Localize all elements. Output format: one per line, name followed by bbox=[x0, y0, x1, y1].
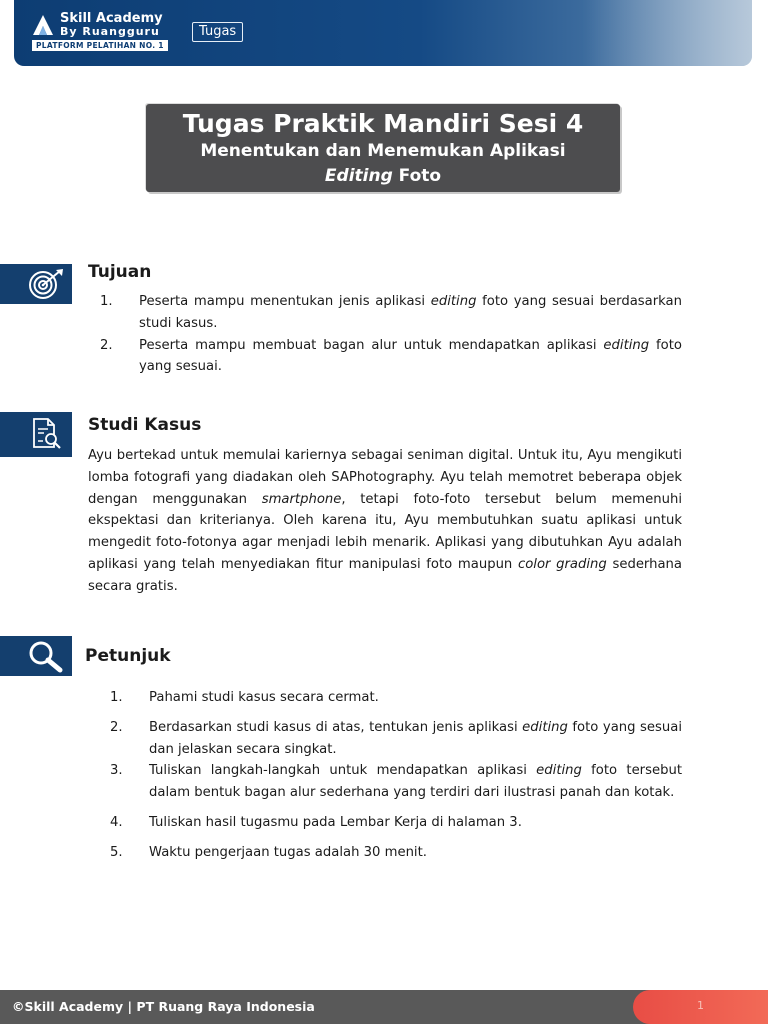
title-box bbox=[146, 104, 620, 192]
brand-tagline: PLATFORM PELATIHAN NO. 1 bbox=[32, 40, 168, 51]
list-number: 3. bbox=[110, 763, 123, 779]
list-item bbox=[110, 760, 682, 804]
brand-name: Skill Academy bbox=[60, 11, 163, 26]
page-subtitle-line1: Menentukan dan Menemukan Aplikasi bbox=[200, 141, 566, 161]
page-number: 1 bbox=[697, 999, 704, 1012]
list-text-italic: editing bbox=[522, 719, 568, 735]
paragraph-text: , tetapi foto-foto tersebut belum memenuhi ekspektasi dan kriterianya. Oleh karena itu, Ayu membutuhkan suatu aplikasi untuk mengedit foto-fotonya agar menjadi lebih menarik. Aplikasi yang dibutuhkan Ayu adalah aplikasi yang telah menyediakan fitur manipulasi foto maupun bbox=[88, 491, 682, 572]
paragraph-italic: smartphone bbox=[261, 491, 342, 507]
petunjuk-list bbox=[110, 687, 682, 864]
list-text: Waktu pengerjaan tugas adalah 30 menit. bbox=[149, 844, 427, 860]
list-text: Peserta mampu membuat bagan alur untuk mendapatkan aplikasi bbox=[139, 337, 604, 353]
header-decoration bbox=[582, 0, 752, 66]
list-text-italic: editing bbox=[536, 763, 582, 779]
list-number: 2. bbox=[100, 337, 113, 353]
list-text: Peserta mampu menentukan jenis aplikasi bbox=[139, 294, 431, 309]
header-banner bbox=[14, 0, 752, 66]
studi-kasus-heading: Studi Kasus bbox=[88, 415, 202, 435]
list-text: foto tersebut dalam bentuk bagan alur sederhana yang terdiri dari ilustrasi panah dan kotak. bbox=[149, 763, 682, 801]
document-search-icon bbox=[30, 417, 66, 453]
tujuan-list bbox=[100, 291, 682, 378]
list-item bbox=[110, 842, 682, 864]
skill-academy-logo-icon bbox=[32, 14, 54, 36]
petunjuk-heading: Petunjuk bbox=[85, 646, 171, 666]
list-item bbox=[110, 812, 682, 834]
tujuan-icon-tab bbox=[0, 264, 72, 304]
petunjuk-icon-tab bbox=[0, 636, 72, 676]
studi-kasus-paragraph bbox=[88, 445, 682, 598]
studi-kasus-icon-tab bbox=[0, 412, 72, 457]
subtitle-italic: Editing bbox=[324, 166, 393, 186]
target-icon bbox=[26, 268, 66, 300]
list-item bbox=[100, 335, 682, 379]
list-text: foto yang sesuai dan jelaskan secara singkat. bbox=[149, 719, 682, 757]
list-item bbox=[110, 717, 682, 761]
footer-copyright: ©Skill Academy | PT Ruang Raya Indonesia bbox=[12, 999, 315, 1014]
list-number: 4. bbox=[110, 814, 123, 830]
page-title: Tugas Praktik Mandiri Sesi 4 bbox=[182, 109, 584, 138]
list-item bbox=[100, 291, 682, 335]
list-text: Berdasarkan studi kasus di atas, tentukan jenis aplikasi bbox=[149, 719, 523, 735]
list-number: 2. bbox=[110, 719, 123, 735]
list-number: 1. bbox=[100, 294, 113, 309]
list-text: Tuliskan hasil tugasmu pada Lembar Kerja di halaman 3. bbox=[149, 814, 522, 830]
paragraph-italic: color grading bbox=[517, 556, 607, 572]
list-text: foto yang sesuai berdasarkan studi kasus. bbox=[139, 294, 682, 331]
page-subtitle-line2 bbox=[146, 164, 620, 189]
subtitle-rest: Foto bbox=[392, 166, 442, 186]
paragraph-text: sederhana secara gratis. bbox=[88, 556, 682, 594]
footer bbox=[0, 990, 768, 1024]
list-text: Tuliskan langkah-langkah untuk mendapatkan aplikasi bbox=[149, 763, 537, 779]
tujuan-heading: Tujuan bbox=[88, 262, 152, 282]
list-text: Pahami studi kasus secara cermat. bbox=[149, 690, 379, 705]
list-number: 1. bbox=[110, 690, 123, 705]
list-item bbox=[110, 687, 682, 709]
list-text-italic: editing bbox=[603, 337, 650, 353]
list-text: foto yang sesuai. bbox=[139, 337, 682, 375]
paragraph-text: Ayu bertekad untuk memulai kariernya sebagai seniman digital. Untuk itu, Ayu mengikuti lomba fotografi yang diadakan oleh SAPhotography. Ayu telah memotret beberapa objek dengan menggunakan bbox=[88, 448, 682, 507]
brand-subname: By Ruangguru bbox=[60, 25, 160, 38]
tugas-badge: Tugas bbox=[192, 22, 243, 42]
magnifier-icon bbox=[26, 639, 66, 673]
list-number: 5. bbox=[110, 844, 123, 860]
list-text-italic: editing bbox=[430, 294, 477, 309]
